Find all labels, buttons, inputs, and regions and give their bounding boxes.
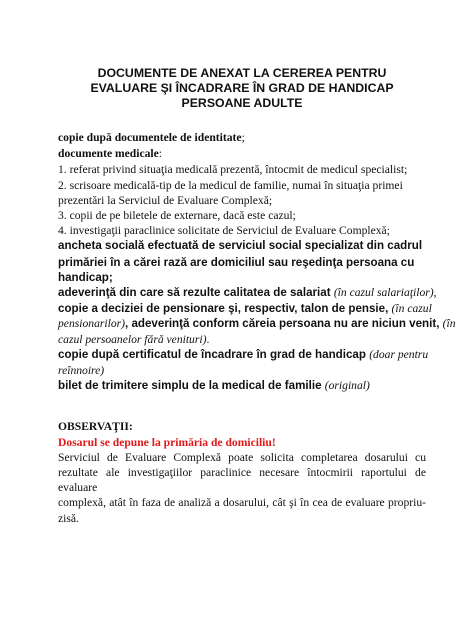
- observations-heading: OBSERVAŢII:: [58, 420, 133, 434]
- social-inquiry-line-2: primăriei în a cărei rază are domiciliul sau reşedinţa persoana cu: [58, 255, 415, 269]
- social-inquiry-line-3: handicap;: [58, 270, 113, 284]
- title-line-3: PERSOANE ADULTE: [181, 96, 303, 110]
- observations-line-1: Serviciul de Evaluare Complexă poate solicita completarea dosarului cu: [58, 450, 426, 464]
- title-line-1: DOCUMENTE DE ANEXAT LA CEREREA PENTRU: [97, 66, 387, 80]
- observations-section: [58, 419, 426, 525]
- list-item-medical-docs: documente medicale:: [58, 147, 163, 161]
- medical-sub-item-3: 3. copii de pe biletele de externare, dacă este cazul;: [58, 209, 296, 223]
- list-item-id-copy: copie după documentele de identitate;: [58, 131, 245, 144]
- observations-line-2: rezultate ale investigaţiilor paraclinice necesare întocmirii raportului de evaluare: [58, 466, 426, 495]
- documents-list: [58, 130, 456, 394]
- medical-sub-item-4: 4. investigaţii paraclinice solicitate de Serviciul de Evaluare Complexă;: [58, 224, 390, 238]
- title-line-2: EVALUARE ŞI ÎNCADRARE ÎN GRAD DE HANDICAP: [90, 81, 394, 95]
- observations-line-3: complexă, atât în faza de analiză a dosarului, cât şi în cea de evaluare propriu-: [58, 496, 426, 510]
- observations-line-4: zisă.: [58, 511, 79, 525]
- submission-notice: Dosarul se depune la primăria de domiciliu!: [58, 435, 276, 449]
- list-item-disability-certificate: copie după certificatul de încadrare în grad de handicap (doar pentru: [58, 347, 429, 361]
- disability-certificate-line-2: reînnoire): [58, 364, 105, 378]
- no-income-line-2: cazul persoanelor fără venituri).: [58, 332, 210, 346]
- medical-sub-item-1: 1. referat privind situaţia medicală prezentă, întocmit de medicul specialist;: [58, 163, 408, 177]
- no-income-line: pensionarilor), adeverinţă conform căreia persoana nu are niciun venit, (în: [58, 317, 456, 331]
- list-item-referral: bilet de trimitere simplu de la medical de familie (original): [58, 379, 370, 393]
- medical-sub-item-2b: prezentări la Serviciul de Evaluare Complexă;: [58, 193, 273, 207]
- pension-decision-line: copie a deciziei de pensionare şi, respectiv, talon de pensie, (în cazul: [58, 302, 432, 316]
- list-item-social-inquiry: ancheta socială efectuată de serviciul social specializat din cadrul: [58, 239, 423, 253]
- document-title: [58, 66, 426, 111]
- list-item-employment-certificate: adeverinţă din care să rezulte calitatea de salariat (în cazul salariaţilor),: [58, 286, 437, 300]
- medical-sub-item-2a: 2. scrisoare medicală-tip de la medicul de familie, numai în situaţia primei: [58, 178, 403, 192]
